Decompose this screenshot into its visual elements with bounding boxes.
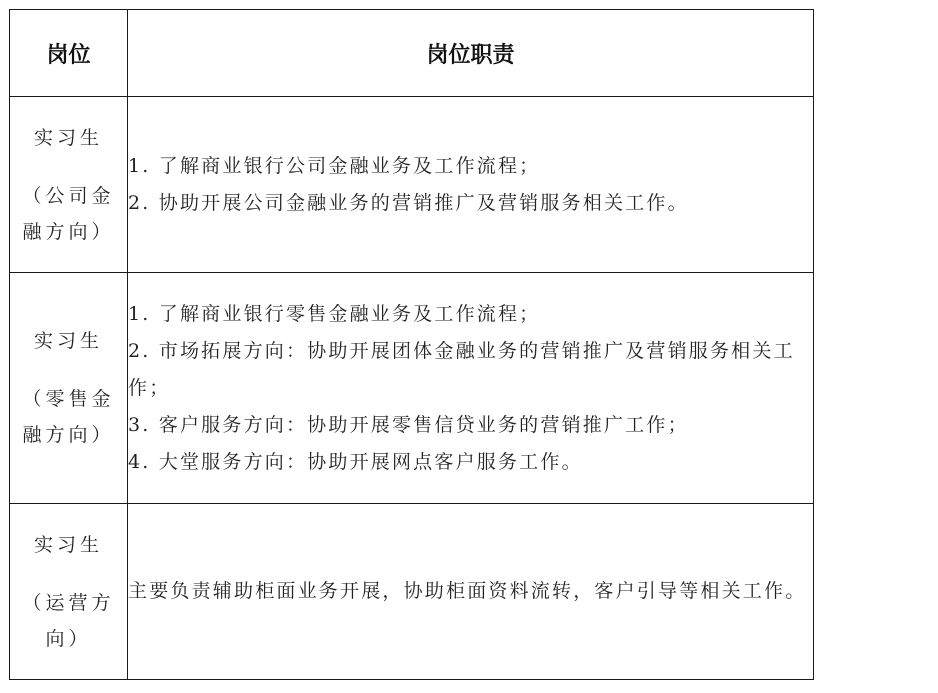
role-line: （零售金	[22, 388, 115, 410]
duty-item: 1. 了解商业银行零售金融业务及工作流程；	[128, 302, 541, 325]
header-duties: 岗位职责	[128, 10, 814, 97]
role-line: 向）	[45, 627, 92, 650]
table-header-row	[10, 10, 814, 97]
duties-cell-retail	[128, 273, 814, 504]
positions-table	[9, 9, 814, 680]
role-line: 实习生	[33, 126, 103, 149]
duty-item: 2. 市场拓展方向：协助开展团体金融业务的营销推广及营销服务相关工作；	[128, 339, 795, 399]
role-line: （公司金	[22, 184, 115, 207]
table-row	[10, 504, 814, 680]
table-row	[10, 97, 814, 273]
role-line: 实习生	[33, 330, 103, 352]
duty-item: 2. 协助开展公司金融业务的营销推广及营销服务相关工作。	[128, 191, 689, 214]
duties-cell-corporate	[128, 97, 814, 273]
role-line: （运营方	[22, 591, 115, 614]
role-cell-retail	[10, 273, 128, 504]
role-line: 融方向）	[22, 424, 115, 446]
role-line: 融方向）	[22, 220, 115, 243]
duty-item: 1. 了解商业银行公司金融业务及工作流程；	[128, 154, 541, 177]
duty-item: 主要负责辅助柜面业务开展，协助柜面资料流转，客户引导等相关工作。	[128, 580, 807, 602]
role-line: 实习生	[33, 533, 103, 556]
table-row	[10, 273, 814, 504]
role-cell-corporate	[10, 97, 128, 273]
role-cell-operations	[10, 504, 128, 680]
duties-cell-operations	[128, 504, 814, 680]
header-role: 岗位	[10, 10, 128, 97]
duty-item: 4. 大堂服务方向：协助开展网点客户服务工作。	[128, 450, 583, 473]
duty-item: 3. 客户服务方向：协助开展零售信贷业务的营销推广工作；	[128, 413, 689, 436]
